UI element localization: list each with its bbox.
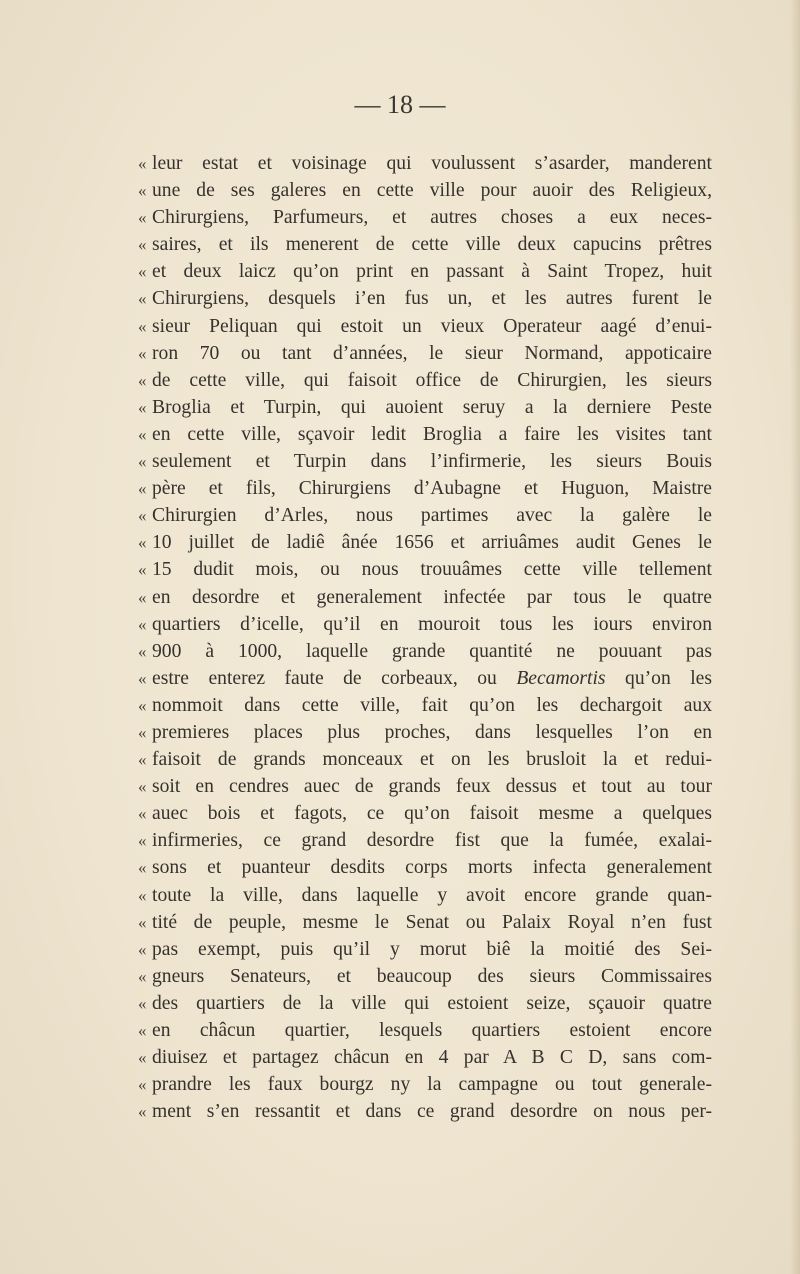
quote-mark: « [138, 966, 147, 986]
text-line [138, 394, 712, 421]
page-edge [790, 0, 800, 1274]
text-line [138, 1098, 712, 1125]
quote-mark: « [138, 993, 147, 1013]
line-text: Broglia et Turpin, qui auoient seruy a la derniere Peste [152, 396, 712, 418]
text-line [138, 285, 712, 312]
text-line [138, 448, 712, 475]
text-line [138, 909, 712, 936]
page-number: — 18 — [354, 90, 446, 119]
quote-mark: « [138, 560, 147, 580]
text-line [138, 204, 712, 231]
quote-mark: « [138, 506, 147, 526]
line-text: 10 juillet de ladiê ânée 1656 et arriuâmes audit Genes le [152, 532, 712, 554]
line-text: auec bois et fagots, ce qu’on faisoit mesme a quelques [152, 803, 712, 825]
line-text: diuisez et partagez châcun en 4 par A B C D, sans com- [152, 1047, 712, 1069]
text-line [138, 340, 712, 367]
quote-mark: « [138, 370, 147, 390]
line-text: sieur Peliquan qui estoit un vieux Operateur aagé d’enui- [152, 315, 712, 337]
quote-mark: « [138, 939, 147, 959]
text-line [138, 800, 712, 827]
text-line [138, 1071, 712, 1098]
line-text: des quartiers de la ville qui estoient seize, sçauoir quatre [152, 992, 712, 1014]
quote-mark: « [138, 343, 147, 363]
line-text: estre enterez faute de corbeaux, ou Becamortis qu’on les [152, 667, 712, 689]
quote-mark: « [138, 479, 147, 499]
quote-mark: « [138, 181, 147, 201]
line-text: Chirurgiens, Parfumeurs, et autres choses a eux neces- [152, 207, 712, 229]
quote-mark: « [138, 289, 147, 309]
italic-term: Becamortis [516, 667, 606, 689]
line-text: nommoit dans cette ville, fait qu’on les dechargoit aux [152, 694, 712, 716]
text-line [138, 475, 712, 502]
line-text: en châcun quartier, lesquels quartiers estoient encore [152, 1020, 712, 1041]
text-line [138, 231, 712, 258]
text-line [138, 1017, 712, 1044]
text-line [138, 421, 712, 448]
line-text: gneurs Senateurs, et beaucoup des sieurs Commissaires [152, 965, 712, 987]
text-line [138, 719, 712, 746]
text-line [138, 313, 712, 340]
line-text: tité de peuple, mesme le Senat ou Palaix Royal n’en fust [152, 911, 712, 933]
body-text [138, 150, 712, 1125]
text-line [138, 258, 712, 285]
quote-mark: « [138, 804, 147, 824]
line-text: et deux laicz qu’on print en passant à Saint Tropez, huit [152, 261, 712, 283]
line-text: 15 dudit mois, ou nous trouuâmes cette ville tellement [152, 559, 712, 581]
line-text: Chirurgiens, desquels i’en fus un, et les autres furent le [152, 288, 712, 310]
quote-mark: « [138, 858, 147, 878]
quote-mark: « [138, 641, 147, 661]
line-text: une de ses galeres en cette ville pour auoir des Religieux, [152, 180, 712, 202]
text-line [138, 367, 712, 394]
line-text: ment s’en ressantit et dans ce grand desordre on nous per- [152, 1101, 712, 1123]
text-line [138, 963, 712, 990]
quote-mark: « [138, 587, 147, 607]
line-text: infirmeries, ce grand desordre fist que la fumée, exalai- [152, 830, 712, 852]
quote-mark: « [138, 1048, 147, 1068]
text-line [138, 584, 712, 611]
quote-mark: « [138, 885, 147, 905]
line-text: premieres places plus proches, dans lesquelles l’on en [152, 721, 712, 743]
text-line [138, 827, 712, 854]
text-line [138, 150, 712, 177]
quote-mark: « [138, 208, 147, 228]
line-text: ron 70 ou tant d’années, le sieur Normand, appoticaire [152, 342, 712, 364]
line-text: leur estat et voisinage qui voulussent s’asarder, manderent [152, 153, 712, 174]
line-text: prandre les faux bourgz ny la campagne ou tout generale- [152, 1074, 712, 1096]
text-line [138, 556, 712, 583]
text-line [138, 773, 712, 800]
line-text: père et fils, Chirurgiens d’Aubagne et Huguon, Maistre [152, 478, 712, 500]
text-line [138, 692, 712, 719]
quote-mark: « [138, 695, 147, 715]
quote-mark: « [138, 397, 147, 417]
text-line [138, 502, 712, 529]
line-text: saires, et ils menerent de cette ville deux capucins prêtres [152, 234, 712, 256]
quote-mark: « [138, 750, 147, 770]
line-text: faisoit de grands monceaux et on les brusloit la et redui- [152, 749, 712, 771]
quote-mark: « [138, 1021, 147, 1040]
line-text: soit en cendres auec de grands feux dessus et tout au tour [152, 776, 712, 798]
text-line [138, 177, 712, 204]
quote-mark: « [138, 777, 147, 797]
quote-mark: « [138, 1102, 147, 1122]
text-line [138, 611, 712, 638]
line-text: sons et puanteur desdits corps morts infecta generalement [152, 857, 712, 879]
quote-mark: « [138, 424, 147, 444]
text-line [138, 990, 712, 1017]
text-line [138, 746, 712, 773]
text-line [138, 638, 712, 665]
line-text: de cette ville, qui faisoit office de Chirurgien, les sieurs [152, 369, 712, 391]
line-text: 900 à 1000, laquelle grande quantité ne pouuant pas [152, 640, 712, 662]
text-line [138, 529, 712, 556]
quote-mark: « [138, 533, 147, 553]
line-text: Chirurgien d’Arles, nous partimes avec la galère le [152, 505, 712, 527]
line-text: toute la ville, dans laquelle y avoit encore grande quan- [152, 884, 712, 906]
text-line [138, 1044, 712, 1071]
line-text: pas exempt, puis qu’il y morut biê la moitié des Sei- [152, 938, 712, 960]
quote-mark: « [138, 452, 147, 472]
text-line [138, 854, 712, 881]
quote-mark: « [138, 262, 147, 282]
quote-mark: « [138, 668, 147, 688]
quote-mark: « [138, 912, 147, 932]
quote-mark: « [138, 1075, 147, 1095]
quote-mark: « [138, 154, 147, 173]
text-line [138, 665, 712, 692]
line-text: seulement et Turpin dans l’infirmerie, les sieurs Bouis [152, 451, 712, 473]
line-text: en cette ville, sçavoir ledit Broglia a faire les visites tant [152, 423, 712, 445]
text-line [138, 936, 712, 963]
quote-mark: « [138, 722, 147, 742]
quote-mark: « [138, 235, 147, 255]
line-text: quartiers d’icelle, qu’il en mouroit tous les iours environ [152, 613, 712, 635]
quote-mark: « [138, 831, 147, 851]
line-text: en desordre et generalement infectée par tous le quatre [152, 586, 712, 608]
quote-mark: « [138, 316, 147, 336]
text-line [138, 882, 712, 909]
quote-mark: « [138, 614, 147, 634]
